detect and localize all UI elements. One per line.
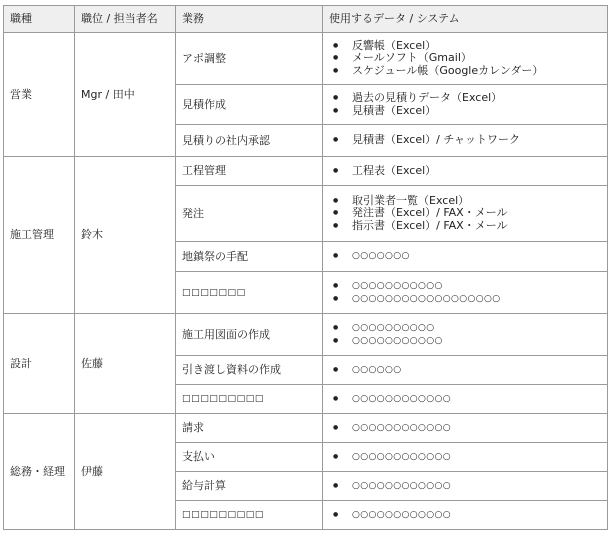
data-cell	[323, 356, 608, 385]
task-cell: 見積作成	[176, 85, 323, 125]
list-item: ● ○○○○○○○○○○○○	[329, 451, 601, 464]
list-item: ● 指示書（Excel）/ FAX・メール	[329, 220, 601, 233]
list-item: ● 発注書（Excel）/ FAX・メール	[329, 207, 601, 220]
list-item: ● 工程表（Excel）	[329, 165, 601, 178]
task-cell: アポ調整	[176, 33, 323, 85]
list-item: ● ○○○○○○○○○○○	[329, 335, 601, 348]
task-cell: □□□□□□□□□	[176, 385, 323, 414]
data-cell	[323, 414, 608, 443]
list-item: ● 見積書（Excel）	[329, 105, 601, 118]
task-cell: 施工用図面の作成	[176, 314, 323, 356]
role-cell: 設計	[4, 314, 75, 414]
task-cell: 支払い	[176, 443, 323, 472]
list-item: ● ○○○○○○○○○○○○	[329, 422, 601, 435]
header-data-system: 使用するデータ / システム	[323, 6, 608, 33]
person-cell: 伊藤	[75, 414, 176, 530]
role-cell: 総務・経理	[4, 414, 75, 530]
data-cell	[323, 385, 608, 414]
person-cell: 鈴木	[75, 157, 176, 314]
data-cell	[323, 443, 608, 472]
responsibility-table	[3, 5, 608, 530]
list-item: ● 反響帳（Excel）	[329, 40, 601, 53]
data-cell	[323, 186, 608, 242]
data-cell	[323, 125, 608, 157]
list-item: ● ○○○○○○○	[329, 250, 601, 263]
header-row	[4, 6, 608, 33]
table-row	[4, 414, 608, 443]
list-item: ● ○○○○○○○○○○○	[329, 280, 601, 293]
task-cell: 発注	[176, 186, 323, 242]
list-item: ● 取引業者一覧（Excel）	[329, 195, 601, 208]
table-row	[4, 157, 608, 186]
list-item: ● 過去の見積りデータ（Excel）	[329, 92, 601, 105]
task-cell: 見積りの社内承認	[176, 125, 323, 157]
table-row	[4, 314, 608, 356]
task-cell: 給与計算	[176, 472, 323, 501]
list-item: ● ○○○○○○	[329, 364, 601, 377]
data-cell	[323, 85, 608, 125]
data-cell	[323, 272, 608, 314]
list-item: ● メールソフト（Gmail）	[329, 52, 601, 65]
data-cell	[323, 242, 608, 272]
list-item: ● ○○○○○○○○○○	[329, 322, 601, 335]
data-cell	[323, 33, 608, 85]
table-row	[4, 33, 608, 85]
role-cell: 営業	[4, 33, 75, 157]
data-cell	[323, 157, 608, 186]
task-cell: □□□□□□□□□	[176, 501, 323, 530]
list-item: ● ○○○○○○○○○○○○	[329, 480, 601, 493]
list-item: ● 見積書（Excel）/ チャットワーク	[329, 134, 601, 147]
data-cell	[323, 314, 608, 356]
header-person: 職位 / 担当者名	[75, 6, 176, 33]
list-item: ● ○○○○○○○○○○○○	[329, 509, 601, 522]
data-cell	[323, 501, 608, 530]
header-task: 業務	[176, 6, 323, 33]
list-item: ● スケジュール帳（Googleカレンダー）	[329, 65, 601, 78]
task-cell: □□□□□□□	[176, 272, 323, 314]
list-item: ● ○○○○○○○○○○○○	[329, 393, 601, 406]
task-cell: 請求	[176, 414, 323, 443]
person-cell: Mgr / 田中	[75, 33, 176, 157]
task-cell: 地鎮祭の手配	[176, 242, 323, 272]
header-role: 職種	[4, 6, 75, 33]
person-cell: 佐藤	[75, 314, 176, 414]
task-cell: 工程管理	[176, 157, 323, 186]
data-cell	[323, 472, 608, 501]
task-cell: 引き渡し資料の作成	[176, 356, 323, 385]
role-cell: 施工管理	[4, 157, 75, 314]
list-item: ● ○○○○○○○○○○○○○○○○○○	[329, 293, 601, 306]
